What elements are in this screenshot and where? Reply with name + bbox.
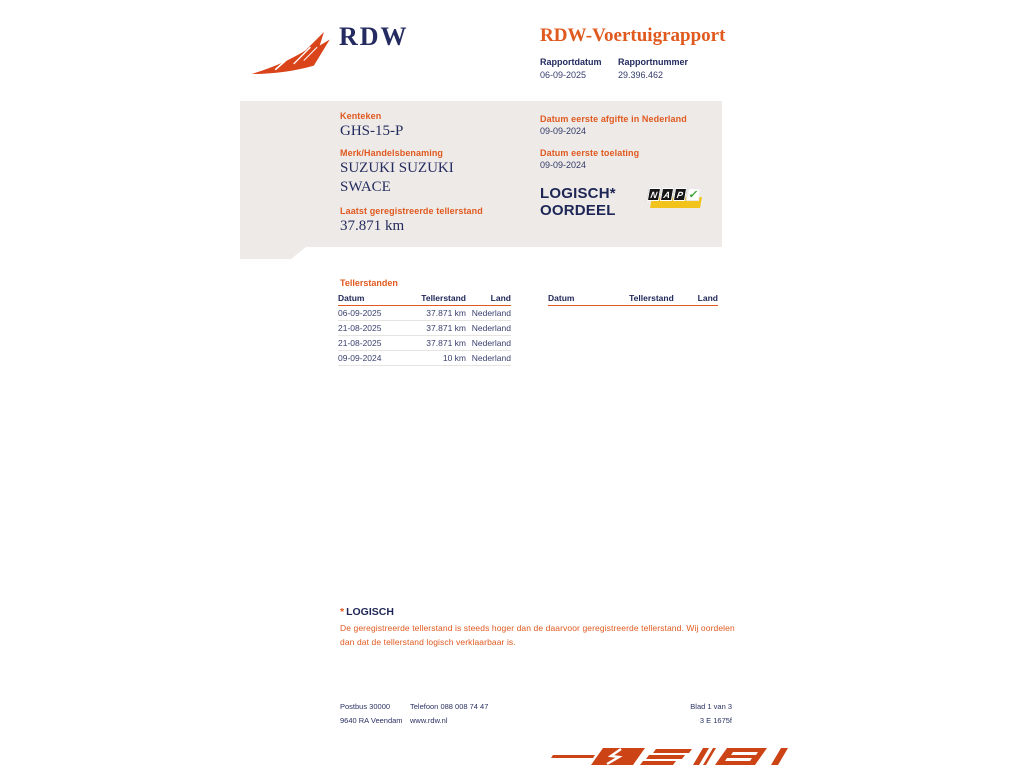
kenteken-value: GHS-15-P	[340, 123, 404, 139]
nap-letter-n: N	[647, 188, 661, 201]
afgifte-label: Datum eerste afgifte in Nederland	[540, 114, 687, 124]
col-header-land: Land	[697, 293, 718, 303]
table-row	[338, 321, 511, 336]
tellerstanden-table-left	[338, 291, 511, 366]
cell-land: Nederland	[471, 323, 511, 333]
nap-letter-p: P	[673, 188, 687, 201]
tellerstanden-section-title: Tellerstanden	[340, 278, 398, 288]
toelating-value: 09-09-2024	[540, 160, 587, 170]
logisch-footnote	[340, 606, 736, 649]
col-header-datum: Datum	[548, 293, 575, 303]
report-number-value: 29.396.462	[618, 70, 664, 80]
table-header-row	[338, 291, 511, 306]
cell-land: Nederland	[471, 338, 511, 348]
col-header-datum: Datum	[338, 293, 365, 303]
cell-tellerstand: 37.871 km	[426, 308, 466, 318]
footer-phone: Telefoon 088 008 74 47	[410, 702, 489, 711]
rdw-stripes-graphic	[545, 744, 791, 768]
table-row	[338, 336, 511, 351]
merk-value: SUZUKI SUZUKI SWACE	[340, 160, 454, 195]
cell-land: Nederland	[471, 308, 511, 318]
nap-check-icon: ✓	[686, 188, 701, 201]
oordeel-text	[540, 185, 648, 219]
col-header-tellerstand: Tellerstand	[421, 293, 466, 303]
cell-tellerstand: 10 km	[442, 353, 466, 363]
vehicle-info-box	[240, 101, 722, 247]
rdw-wordmark: RDW	[339, 22, 409, 51]
report-date-value: 06-09-2025	[540, 70, 587, 80]
cell-datum: 06-09-2025	[338, 308, 382, 318]
footer-website: www.rdw.nl	[410, 716, 448, 725]
table-header-row	[548, 291, 718, 306]
tellerstand-label: Laatst geregistreerde tellerstand	[340, 206, 483, 216]
nap-logo	[648, 186, 706, 212]
footer-address-line1: Postbus 30000	[340, 702, 391, 711]
table-row	[338, 351, 511, 366]
table-row	[338, 306, 511, 321]
cell-datum: 21-08-2025	[338, 323, 382, 333]
footnote-text: De geregistreerde tellerstand is steeds hoger dan de daarvoor geregistreerde tellerstand. Wij oordelen dan dat de tellerstand logisch verklaarbaar is.	[340, 623, 735, 647]
footer-form-code: 3 E 1675f	[699, 716, 732, 725]
rdw-flag-icon	[250, 26, 334, 80]
report-number-label: Rapportnummer	[618, 57, 689, 67]
col-header-land: Land	[490, 293, 511, 303]
info-box-corner-tab	[240, 247, 306, 259]
cell-land: Nederland	[471, 353, 511, 363]
kenteken-label: Kenteken	[340, 111, 382, 121]
footnote-marker: *	[340, 606, 345, 618]
oordeel-line1: LOGISCH*	[540, 185, 616, 202]
tellerstanden-table-right	[548, 291, 718, 306]
oordeel-line2: OORDEEL	[540, 202, 616, 219]
document-title: RDW-Voertuigrapport	[540, 25, 726, 46]
toelating-label: Datum eerste toelating	[540, 148, 640, 158]
report-date-label: Rapportdatum	[540, 57, 602, 67]
cell-datum: 21-08-2025	[338, 338, 382, 348]
col-header-tellerstand: Tellerstand	[629, 293, 674, 303]
tellerstand-value: 37.871 km	[340, 218, 405, 234]
footer-address-line2: 9640 RA Veendam	[340, 716, 403, 725]
merk-label: Merk/Handelsbenaming	[340, 148, 444, 158]
cell-tellerstand: 37.871 km	[426, 338, 466, 348]
report-meta	[540, 56, 688, 82]
cell-datum: 09-09-2024	[338, 353, 382, 363]
footer-page-number: Blad 1 van 3	[690, 702, 732, 711]
footnote-title: LOGISCH	[346, 606, 394, 618]
cell-tellerstand: 37.871 km	[426, 323, 466, 333]
nap-letter-a: A	[660, 188, 674, 201]
afgifte-value: 09-09-2024	[540, 126, 587, 136]
